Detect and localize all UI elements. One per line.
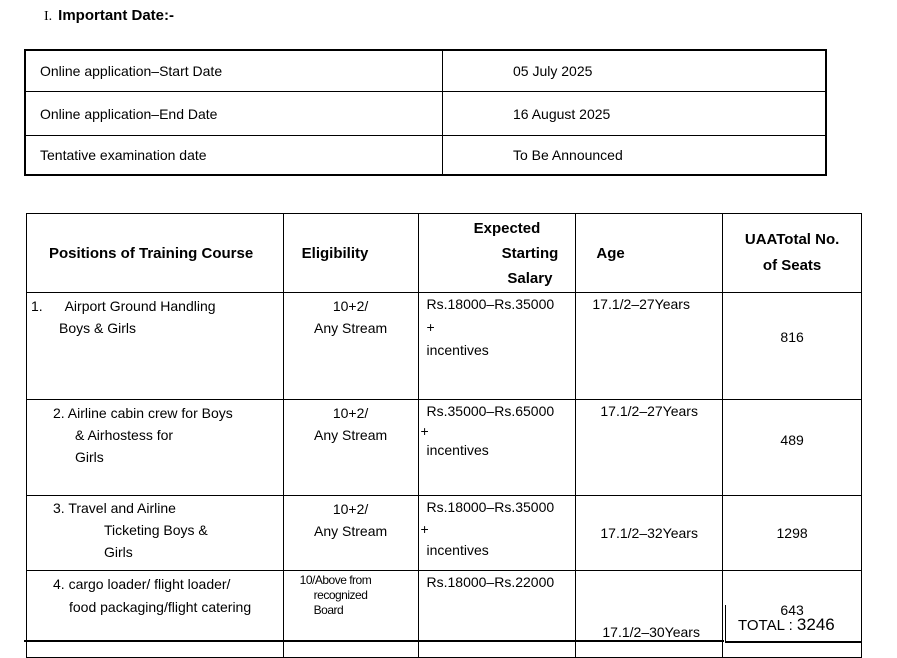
date-value: 05 July 2025 xyxy=(443,50,827,92)
date-label: Tentative examination date xyxy=(25,136,443,176)
table-row xyxy=(27,400,862,496)
salary-line: Rs.18000–Rs.35000 xyxy=(426,499,555,515)
important-dates-table xyxy=(24,49,827,176)
seats-cell: 489 xyxy=(723,400,862,496)
date-label: Online application–Start Date xyxy=(25,50,443,92)
position-cell xyxy=(27,571,284,658)
position-line: food packaging/flight catering xyxy=(69,599,252,615)
training-courses-table xyxy=(26,213,862,658)
position-line: 2. Airline cabin crew for Boys xyxy=(53,405,233,421)
header-positions: Positions of Training Course xyxy=(27,214,284,293)
eligibility-cell xyxy=(283,293,418,400)
divider xyxy=(24,640,724,642)
position-line: Ticketing Boys & xyxy=(104,522,208,538)
section-title: Important Date:- xyxy=(58,7,175,24)
header-salary-line2: Starting xyxy=(501,244,559,262)
total-seats-box xyxy=(725,605,862,643)
table-row xyxy=(27,293,862,400)
salary-cell xyxy=(418,293,576,400)
seats-cell: 643 xyxy=(723,571,862,658)
eligibility-line: 10+2/ xyxy=(332,298,369,314)
position-cell xyxy=(27,293,284,400)
header-salary-line1: Expected xyxy=(473,219,541,237)
date-row xyxy=(25,136,826,176)
salary-line: incentives xyxy=(426,342,489,358)
eligibility-cell xyxy=(283,571,418,658)
eligibility-line: Any Stream xyxy=(314,427,388,443)
section-heading xyxy=(44,7,174,25)
position-line: Boys & Girls xyxy=(59,320,137,336)
salary-line: incentives xyxy=(426,442,489,458)
salary-cell xyxy=(418,496,576,571)
position-cell xyxy=(27,496,284,571)
salary-line: + xyxy=(420,423,429,439)
table-row xyxy=(27,496,862,571)
position-line: Airport Ground Handling xyxy=(64,298,216,314)
eligibility-line: Board xyxy=(313,603,344,617)
eligibility-cell xyxy=(283,496,418,571)
header-eligibility: Eligibility xyxy=(283,214,418,293)
header-seats-line1: UAATotal No. xyxy=(744,231,840,248)
eligibility-line: Any Stream xyxy=(314,320,388,336)
eligibility-cell xyxy=(283,400,418,496)
age-cell: 17.1/2–27Years xyxy=(576,293,723,400)
age-cell: 17.1/2–27Years xyxy=(576,400,723,496)
salary-cell xyxy=(418,400,576,496)
date-value: To Be Announced xyxy=(443,136,827,176)
total-value: 3246 xyxy=(796,615,835,634)
salary-line: Rs.18000–Rs.22000 xyxy=(426,574,555,590)
eligibility-line: 10/Above from xyxy=(299,573,372,587)
date-value: 16 August 2025 xyxy=(443,92,827,136)
salary-cell xyxy=(418,571,576,658)
salary-line: incentives xyxy=(426,542,489,558)
header-seats-line2: of Seats xyxy=(762,257,822,274)
salary-line: + xyxy=(420,521,429,537)
position-line: 3. Travel and Airline xyxy=(53,500,176,516)
date-row xyxy=(25,50,826,92)
position-number: 1. xyxy=(31,298,43,314)
position-cell xyxy=(27,400,284,496)
eligibility-line: 10+2/ xyxy=(332,501,369,517)
eligibility-line: Any Stream xyxy=(314,523,388,539)
position-line: Girls xyxy=(104,544,133,560)
eligibility-line: 10+2/ xyxy=(332,405,369,421)
salary-line: Rs.35000–Rs.65000 xyxy=(426,403,555,419)
section-number: I. xyxy=(44,9,53,24)
total-label: TOTAL : xyxy=(738,617,793,634)
seats-cell: 1298 xyxy=(723,496,862,571)
date-label: Online application–End Date xyxy=(25,92,443,136)
age-cell: 17.1/2–32Years xyxy=(576,496,723,571)
position-line: & Airhostess for xyxy=(75,427,174,443)
seats-cell: 816 xyxy=(723,293,862,400)
salary-line: + xyxy=(426,319,435,335)
header-salary-line3: Salary xyxy=(507,269,553,287)
date-row xyxy=(25,92,826,136)
position-line: 4. cargo loader/ flight loader/ xyxy=(53,576,231,592)
table-header-row xyxy=(27,214,862,293)
age-cell: 17.1/2–30Years xyxy=(576,571,723,658)
header-age: Age xyxy=(576,214,723,293)
header-seats xyxy=(723,214,862,293)
salary-line: Rs.18000–Rs.35000 xyxy=(426,296,555,312)
position-line: Girls xyxy=(75,449,104,465)
header-salary xyxy=(418,214,576,293)
eligibility-line: recognized xyxy=(313,588,368,602)
